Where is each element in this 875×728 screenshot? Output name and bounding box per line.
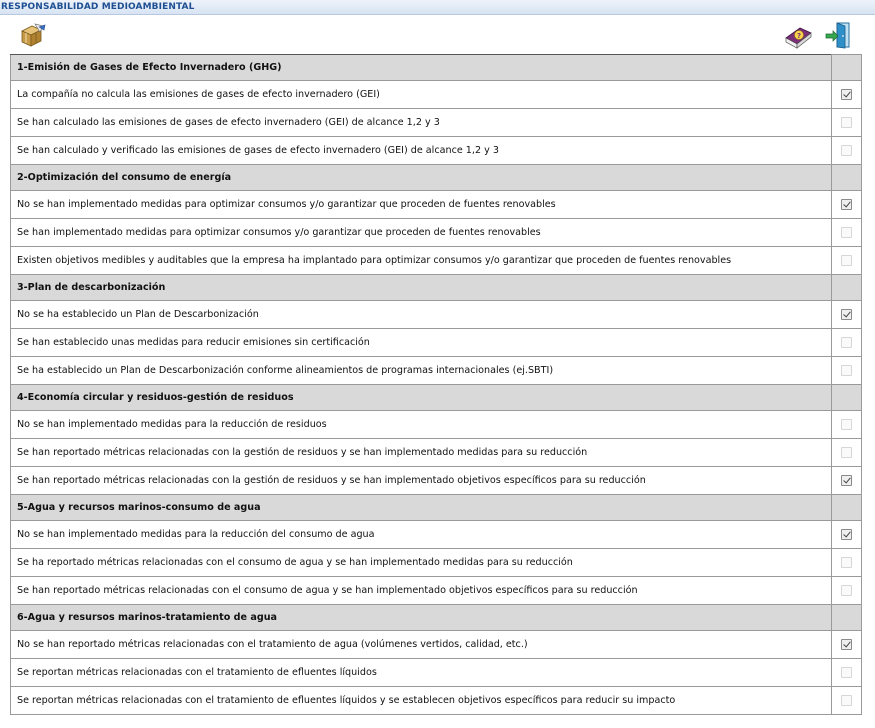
- option-checkbox-cell: [832, 137, 862, 165]
- checkbox-checked[interactable]: [841, 639, 852, 650]
- option-row: [11, 191, 862, 219]
- section-title: 2-Optimización del consumo de energía: [11, 165, 832, 191]
- option-label: Se han calculado las emisiones de gases de efecto invernadero (GEI) de alcance 1,2 y 3: [11, 109, 832, 137]
- option-row: [11, 357, 862, 385]
- section-header-row: [11, 55, 862, 81]
- section-header-row: [11, 275, 862, 301]
- section-header-row: [11, 605, 862, 631]
- section-title: 1-Emisión de Gases de Efecto Invernadero (GHG): [11, 55, 832, 81]
- option-row: [11, 687, 862, 715]
- option-row: [11, 631, 862, 659]
- section-header-blank-cell: [832, 385, 862, 411]
- option-label: Se han calculado y verificado las emisiones de gases de efecto invernadero (GEI) de alcance 1,2 y 3: [11, 137, 832, 165]
- option-row: [11, 81, 862, 109]
- option-row: [11, 219, 862, 247]
- option-checkbox-cell: [832, 467, 862, 495]
- section-title: 5-Agua y recursos marinos-consumo de agua: [11, 495, 832, 521]
- questionnaire-table: [10, 54, 862, 715]
- section-header-blank-cell: [832, 55, 862, 81]
- section-title: 3-Plan de descarbonización: [11, 275, 832, 301]
- option-checkbox-cell: [832, 549, 862, 577]
- section-header-blank-cell: [832, 165, 862, 191]
- option-checkbox-cell: [832, 521, 862, 549]
- checkbox-checked[interactable]: [841, 199, 852, 210]
- checkbox-checked[interactable]: [841, 475, 852, 486]
- checkbox-checked[interactable]: [841, 529, 852, 540]
- option-label: Se reportan métricas relacionadas con el tratamiento de efluentes líquidos: [11, 659, 832, 687]
- option-label: No se ha establecido un Plan de Descarbonización: [11, 301, 832, 329]
- option-row: [11, 329, 862, 357]
- checkbox-unchecked[interactable]: [841, 667, 852, 678]
- option-row: [11, 577, 862, 605]
- option-label: Se han reportado métricas relacionadas con el consumo de agua y se han implementado objetivos específicos para su reducción: [11, 577, 832, 605]
- option-label: Se han establecido unas medidas para reducir emisiones sin certificación: [11, 329, 832, 357]
- option-label: Se reportan métricas relacionadas con el tratamiento de efluentes líquidos y se establecen objetivos específicos para reducir su impacto: [11, 687, 832, 715]
- option-checkbox-cell: [832, 191, 862, 219]
- option-label: La compañía no calcula las emisiones de gases de efecto invernadero (GEI): [11, 81, 832, 109]
- option-label: Existen objetivos medibles y auditables que la empresa ha implantado para optimizar consumos y/o garantizar que proceden de fuentes renovables: [11, 247, 832, 275]
- option-label: Se han implementado medidas para optimizar consumos y/o garantizar que proceden de fuentes renovables: [11, 219, 832, 247]
- section-header-blank-cell: [832, 275, 862, 301]
- option-checkbox-cell: [832, 109, 862, 137]
- option-label: Se ha reportado métricas relacionadas con el consumo de agua y se han implementado medidas para su reducción: [11, 549, 832, 577]
- option-label: Se han reportado métricas relacionadas con la gestión de residuos y se han implementado objetivos específicos para su reducción: [11, 467, 832, 495]
- checkbox-unchecked[interactable]: [841, 419, 852, 430]
- checkbox-unchecked[interactable]: [841, 117, 852, 128]
- package-icon[interactable]: [19, 21, 47, 49]
- option-checkbox-cell: [832, 631, 862, 659]
- checkbox-unchecked[interactable]: [841, 227, 852, 238]
- option-checkbox-cell: [832, 329, 862, 357]
- exit-door-icon[interactable]: [824, 21, 852, 49]
- section-header-blank-cell: [832, 495, 862, 521]
- option-label: Se han reportado métricas relacionadas con la gestión de residuos y se han implementado medidas para su reducción: [11, 439, 832, 467]
- window-title-bar: [0, 0, 875, 15]
- option-checkbox-cell: [832, 219, 862, 247]
- checkbox-unchecked[interactable]: [841, 337, 852, 348]
- toolbar: [0, 15, 875, 54]
- checkbox-checked[interactable]: [841, 309, 852, 320]
- option-checkbox-cell: [832, 247, 862, 275]
- checkbox-unchecked[interactable]: [841, 695, 852, 706]
- option-checkbox-cell: [832, 81, 862, 109]
- option-label: No se han implementado medidas para la reducción del consumo de agua: [11, 521, 832, 549]
- option-row: [11, 109, 862, 137]
- option-checkbox-cell: [832, 411, 862, 439]
- checkbox-unchecked[interactable]: [841, 557, 852, 568]
- section-header-blank-cell: [832, 605, 862, 631]
- option-row: [11, 659, 862, 687]
- option-row: [11, 247, 862, 275]
- option-label: No se han implementado medidas para la reducción de residuos: [11, 411, 832, 439]
- option-row: [11, 301, 862, 329]
- svg-text:?: ?: [796, 32, 802, 40]
- help-book-icon[interactable]: [783, 22, 813, 50]
- option-checkbox-cell: [832, 301, 862, 329]
- option-row: [11, 411, 862, 439]
- section-title: 4-Economía circular y residuos-gestión de residuos: [11, 385, 832, 411]
- option-row: [11, 137, 862, 165]
- option-row: [11, 439, 862, 467]
- window-title: RESPONSABILIDAD MEDIOAMBIENTAL: [1, 2, 195, 12]
- option-checkbox-cell: [832, 439, 862, 467]
- option-checkbox-cell: [832, 659, 862, 687]
- option-checkbox-cell: [832, 577, 862, 605]
- option-label: Se ha establecido un Plan de Descarbonización conforme alineamientos de programas internacionales (ej.SBTI): [11, 357, 832, 385]
- section-header-row: [11, 495, 862, 521]
- option-row: [11, 549, 862, 577]
- option-checkbox-cell: [832, 687, 862, 715]
- option-checkbox-cell: [832, 357, 862, 385]
- checkbox-checked[interactable]: [841, 89, 852, 100]
- checkbox-unchecked[interactable]: [841, 145, 852, 156]
- option-row: [11, 521, 862, 549]
- section-title: 6-Agua y resursos marinos-tratamiento de agua: [11, 605, 832, 631]
- section-header-row: [11, 385, 862, 411]
- section-header-row: [11, 165, 862, 191]
- option-row: [11, 467, 862, 495]
- option-label: No se han reportado métricas relacionadas con el tratamiento de agua (volúmenes vertidos, calidad, etc.): [11, 631, 832, 659]
- option-label: No se han implementado medidas para optimizar consumos y/o garantizar que proceden de fuentes renovables: [11, 191, 832, 219]
- checkbox-unchecked[interactable]: [841, 585, 852, 596]
- checkbox-unchecked[interactable]: [841, 255, 852, 266]
- checkbox-unchecked[interactable]: [841, 447, 852, 458]
- checkbox-unchecked[interactable]: [841, 365, 852, 376]
